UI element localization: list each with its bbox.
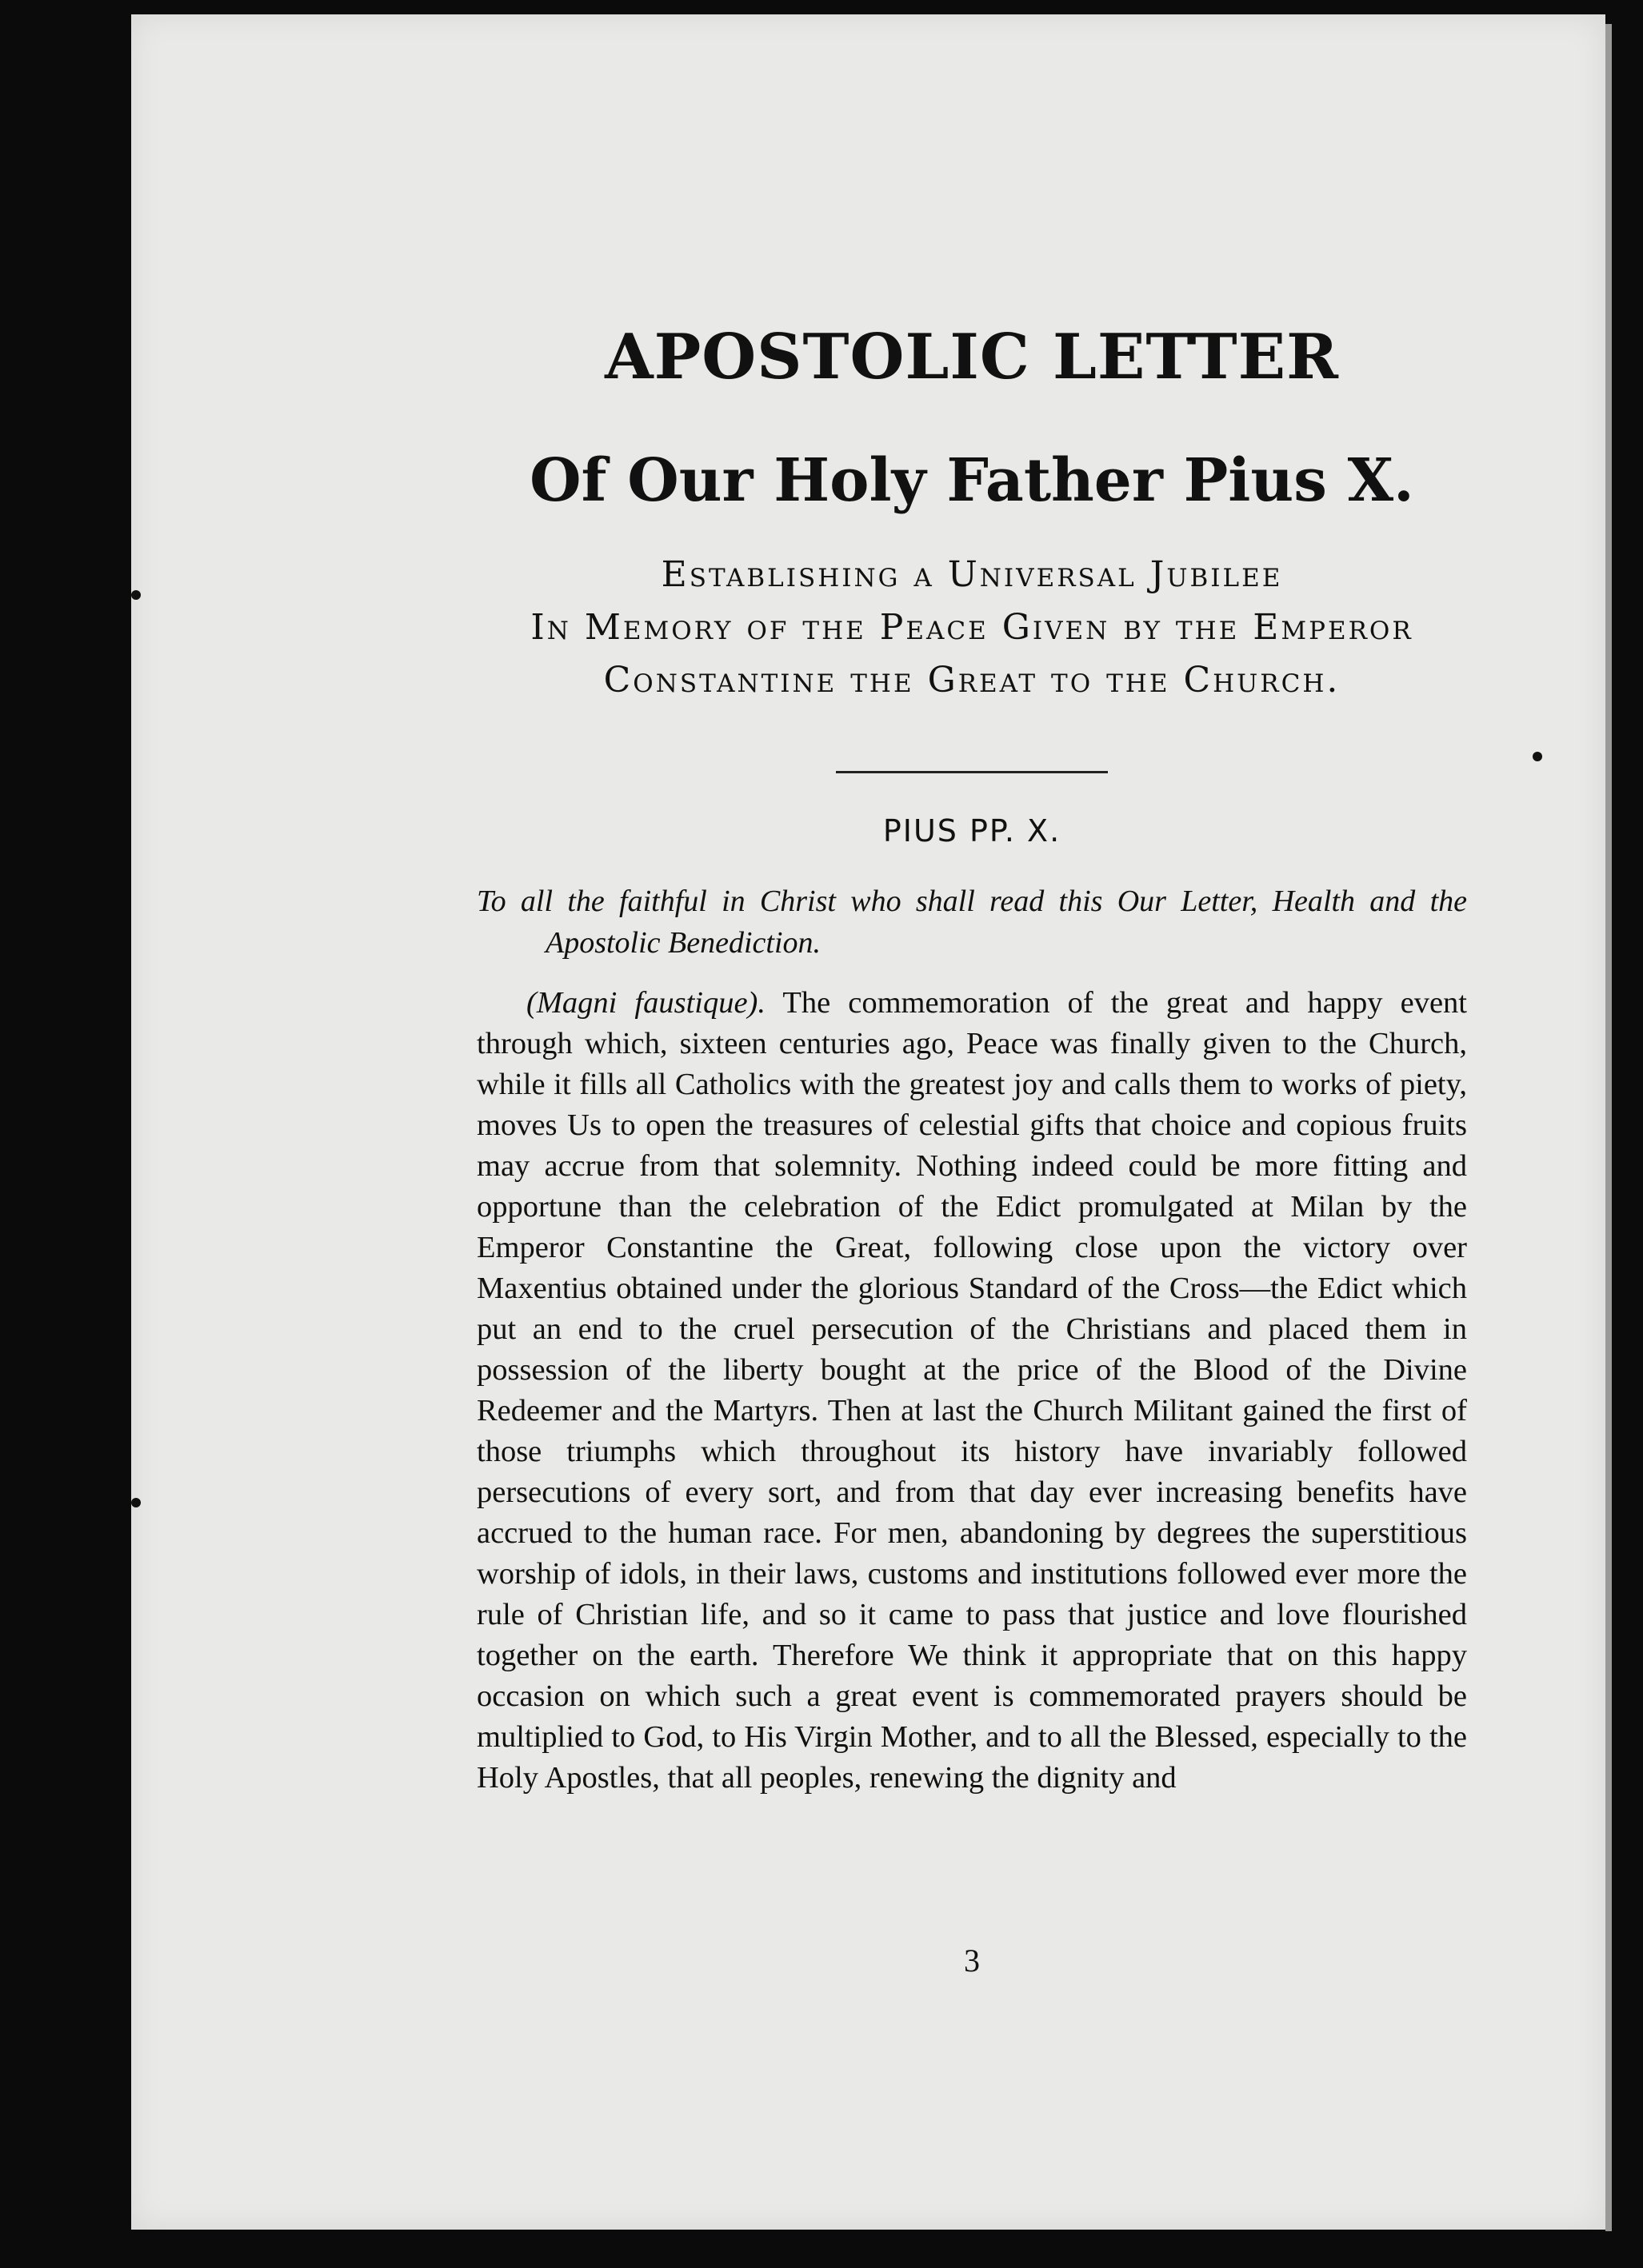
papal-signature: PIUS PP. X. <box>882 813 1061 849</box>
scan-speck <box>1533 752 1542 761</box>
section-divider <box>836 771 1108 773</box>
heading-line-3: Constantine the Great to the Church. <box>603 660 1341 701</box>
book-page <box>131 14 1605 2230</box>
body-text: The commemoration of the great and happy event through which, sixteen centuries ago, Peace was finally given to the Church, while it fills all Catholics with the greatest joy and calls them to works of piety, moves Us to open the treasures of celestial gifts that choice and copious fruits may accrue from that solemnity. Nothing indeed could be more fitting and opportune than the celebration of the Edict promulgated at Milan by the Emperor Constantine the Great, following close upon the victory over Maxentius obtained under the glorious Standard of the Cross—the Edict which put an end to the cruel persecution of the Christians and placed them in possession of the liberty bought at the price of the Blood of the Divine Redeemer and the Martyrs. Then at last the Church Militant gained the first of those triumphs which throughout its history have invariably followed persecutions of every sort, and from that day ever increasing benefits have accrued to the human race. For men, abandoning by degrees the superstitious worship of idols, in their laws, customs and institutions followed ever more the rule of Christian life, and so it came to pass that justice and love flourished together on the earth. Therefore We think it appropriate that on this happy occasion on which such a great event is commemorated prayers should be multiplied to God, to His Virgin Mother, and to all the Blessed, especially to the Holy Apostles, that all peoples, renewing the dignity and <box>477 986 1467 1795</box>
salutation-address: To all the faithful in Christ who shall read this Our Letter, Health and the Apostolic Benediction. <box>477 884 1467 960</box>
scan-speck <box>131 590 141 600</box>
document-subtitle: Of Our Holy Father Pius X. <box>530 446 1414 515</box>
heading-line-2: In Memory of the Peace Given by the Emperor <box>530 607 1413 648</box>
scan-speck <box>131 1498 141 1507</box>
left-binding-margin <box>0 0 130 2268</box>
latin-incipit: (Magni faustique). <box>526 986 766 1020</box>
document-title: APOSTOLIC LETTER <box>605 321 1339 393</box>
page-content <box>477 321 1467 1979</box>
page-number: 3 <box>964 1943 980 1979</box>
heading-line-1: Establishing a Universal Jubilee <box>661 554 1283 595</box>
page-edge <box>1605 24 1612 2231</box>
body-paragraph <box>477 983 1467 1799</box>
